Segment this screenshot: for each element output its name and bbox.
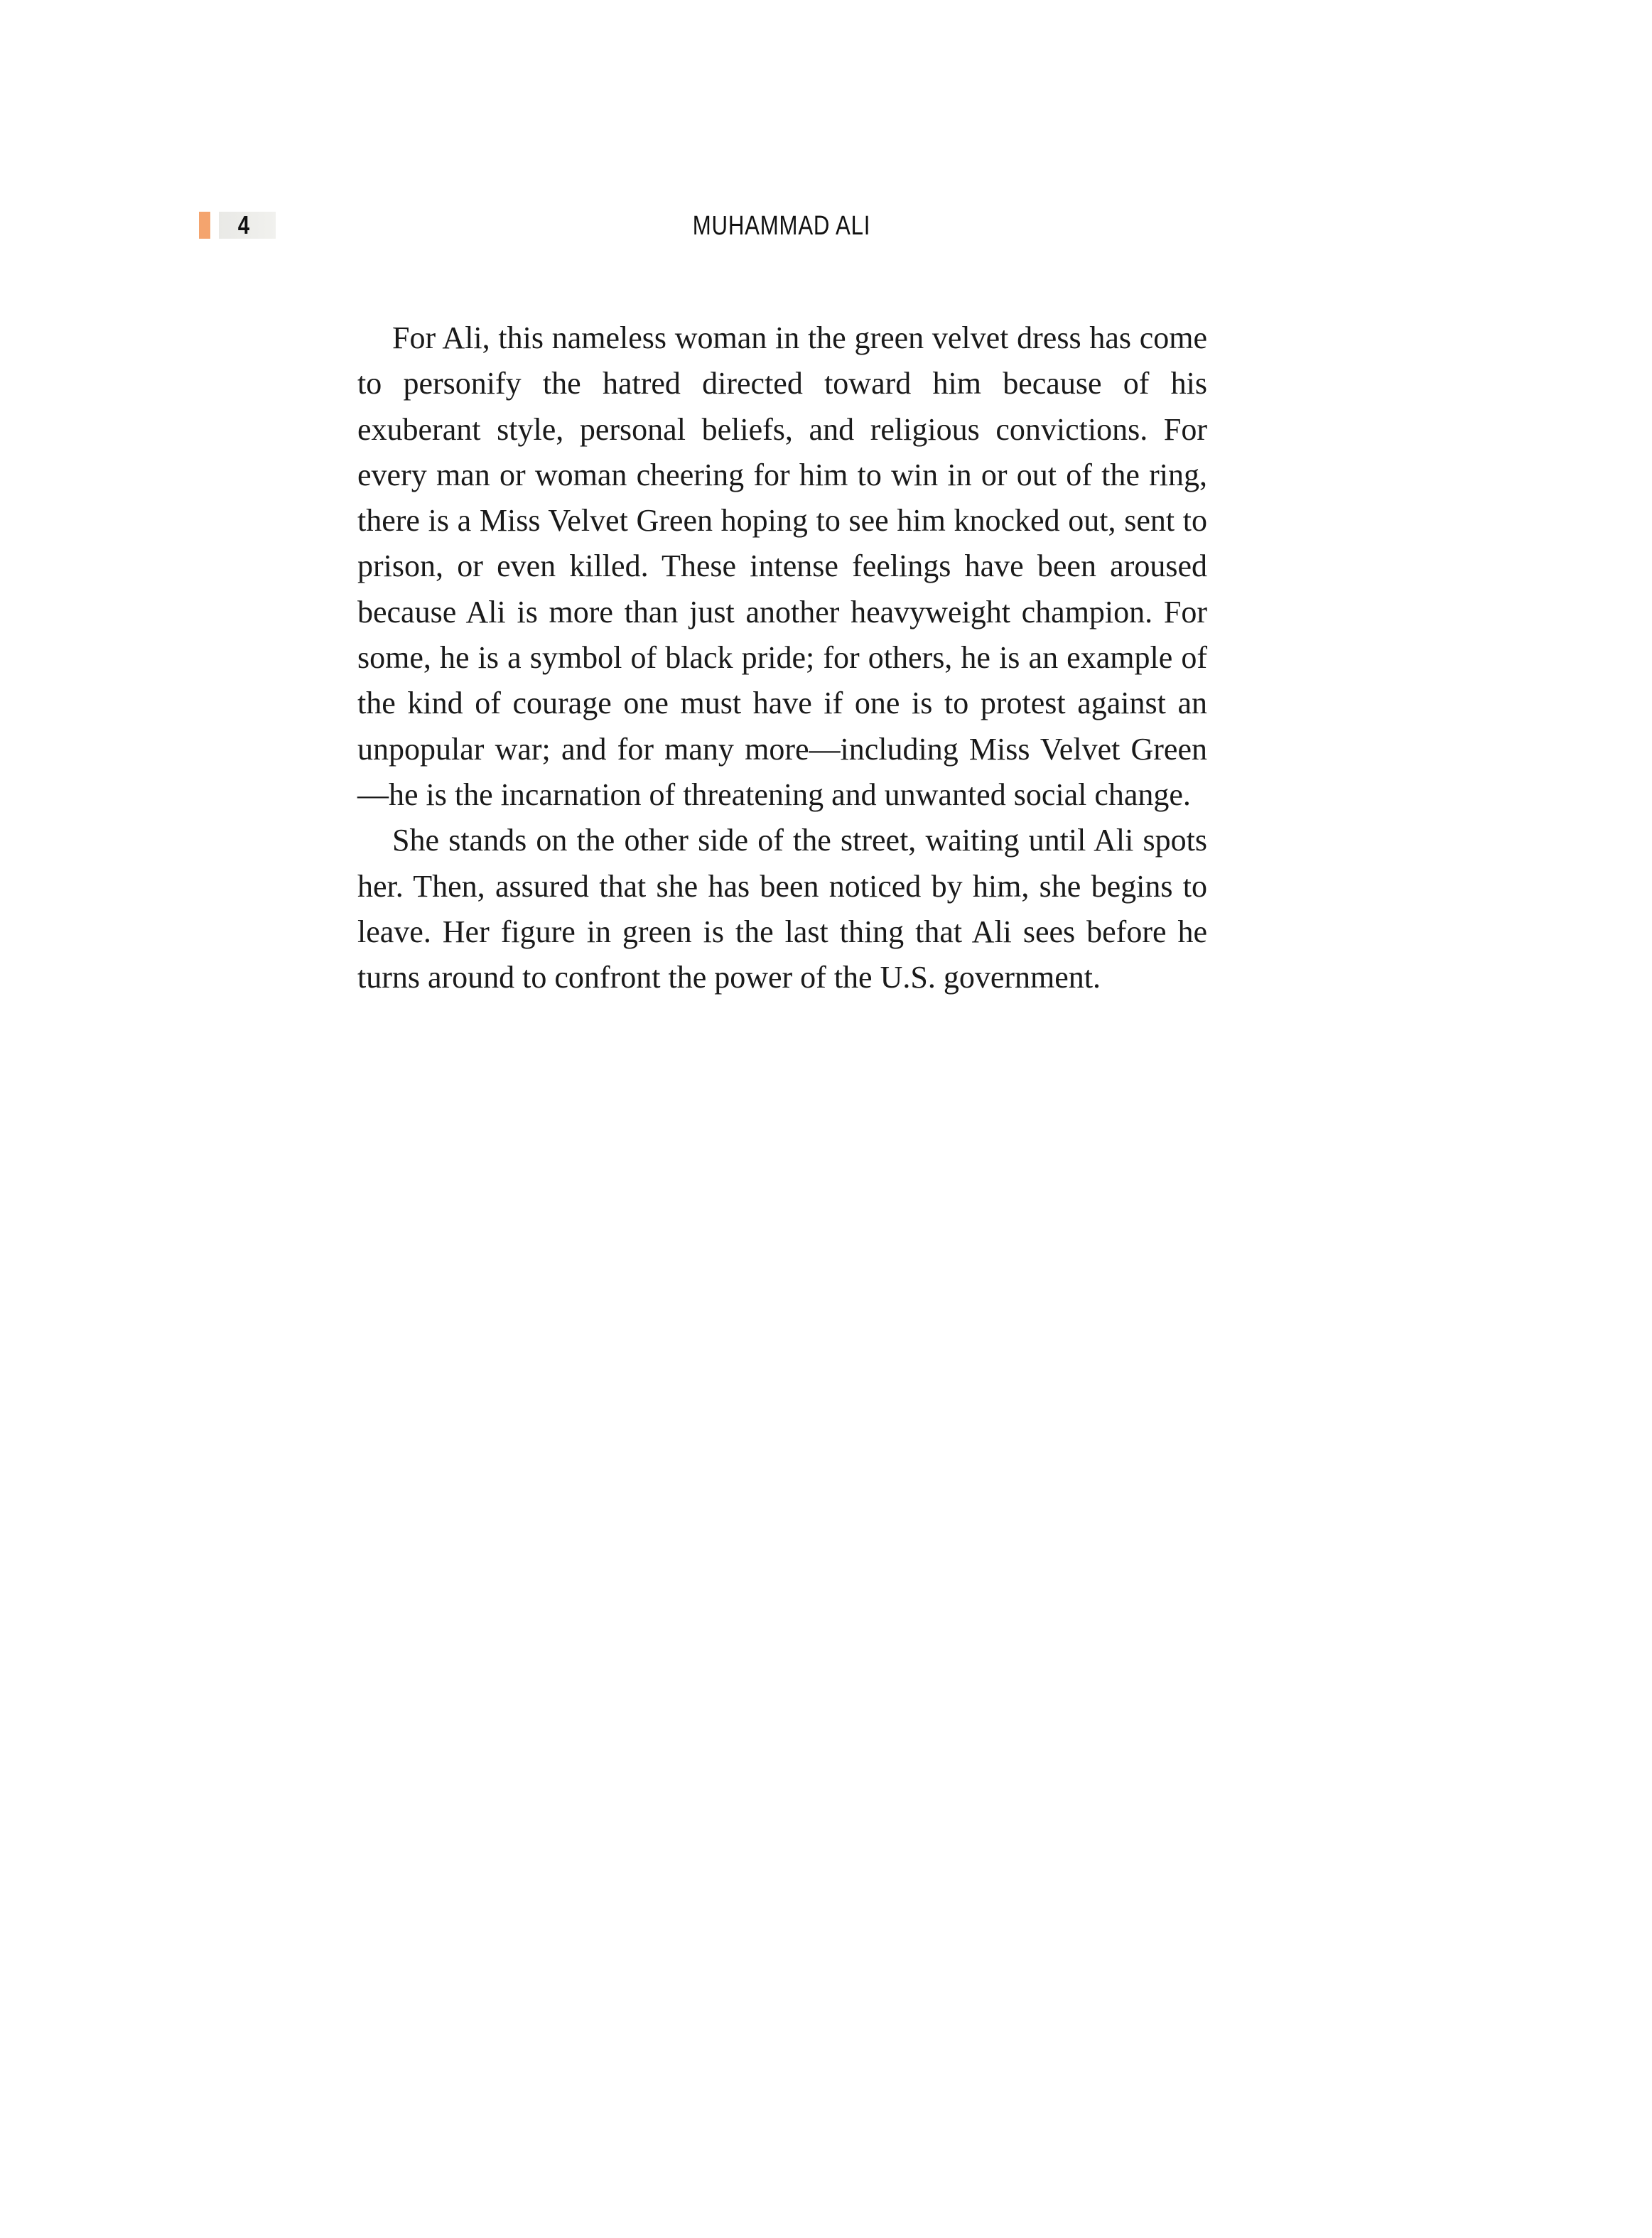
body-text [357,315,1207,1000]
running-title: MUHAMMAD ALI [692,211,871,241]
paragraph-2: She stands on the other side of the street, waiting until Ali spots her. Then, assured that she has been noticed by him, she begins to leave. Her figure in green is the last thing that Ali sees before he turns around to confront the power of the U.S. government. [357,823,1207,995]
running-header [0,209,1652,243]
paragraph-1: For Ali, this nameless woman in the green velvet dress has come to personify the hatred directed toward him because of his exuberant style, personal beliefs, and religious convictions. For every man or woman cheering for him to win in or out of the ring, there is a Miss Velvet Green hoping to see him knocked out, sent to prison, or even killed. These intense feelings have been aroused because Ali is more than just another heavyweight champion. For some, he is a symbol of black pride; for others, he is an example of the kind of courage one must have if one is to protest against an unpopular war; and for many more—including Miss Velvet Green—he is the incarnation of threatening and unwanted social change. [357,320,1207,812]
page-number: 4 [237,210,250,239]
